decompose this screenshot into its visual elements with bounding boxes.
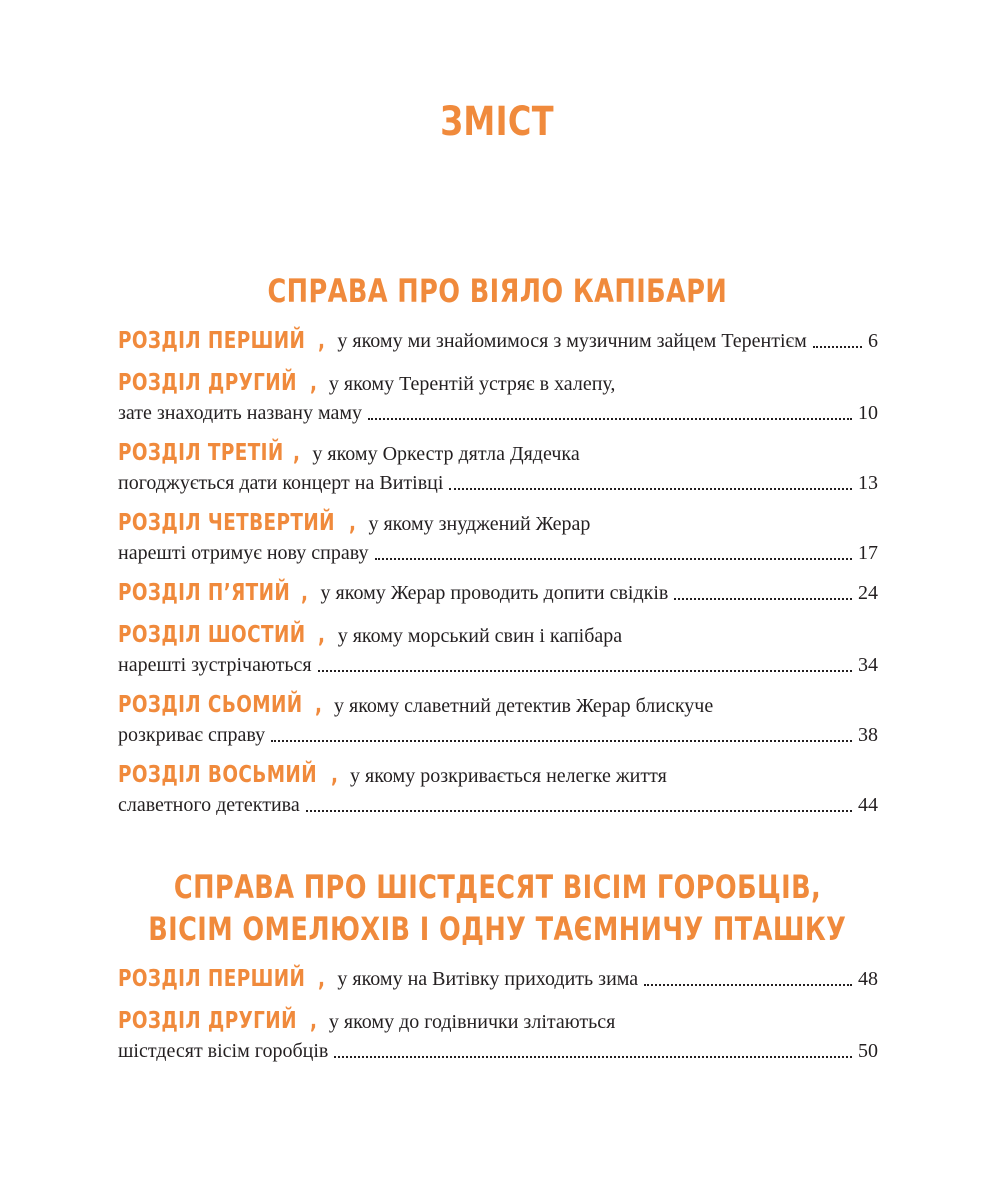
page-number: 34	[858, 654, 878, 676]
page-number: 6	[868, 330, 878, 352]
page-title: ЗМІСТ	[440, 99, 555, 145]
leader-dots	[368, 418, 852, 420]
entry-text: у якому Оркестр дятла Дядечка	[312, 443, 580, 465]
chapter-label: РОЗДІЛ ДРУГИЙ	[118, 1008, 297, 1034]
entry-text-cont: нарешті отримує нову справу	[118, 542, 369, 564]
leader-dots	[449, 488, 852, 490]
toc-entry[interactable]: РОЗДІЛ ДРУГИЙ , у якому Терентій устряє в халепу, зате знаходить названу маму 10	[118, 370, 878, 424]
page-number: 50	[858, 1040, 878, 1062]
toc-entry[interactable]: РОЗДІЛ ПЕРШИЙ , у якому ми знайомимося з музичним зайцем Терентієм 6	[118, 328, 878, 354]
entry-text: у якому на Витівку приходить зима	[337, 968, 639, 990]
page-number: 44	[858, 794, 878, 816]
entry-text: у якому морський свин і капібара	[337, 625, 623, 647]
entry-text: у якому ми знайомимося з музичним зайцем Терентієм	[337, 330, 807, 352]
page-number: 24	[858, 582, 878, 604]
entry-text: у якому розкривається нелегке життя	[350, 765, 667, 787]
toc-entry[interactable]: РОЗДІЛ ПЕРШИЙ , у якому на Витівку приходить зима 48	[118, 966, 878, 992]
section-1-heading: СПРАВА ПРО ВІЯЛО КАПІБАРИ	[267, 272, 728, 310]
chapter-label: РОЗДІЛ ДРУГИЙ	[118, 370, 297, 396]
entry-text-cont: розкриває справу	[118, 724, 266, 746]
leader-dots	[674, 598, 852, 600]
toc-entry[interactable]: РОЗДІЛ ВОСЬМИЙ , у якому розкривається нелегке життя славетного детектива 44	[118, 762, 878, 816]
entry-text: у якому славетний детектив Жерар блискуче	[334, 695, 714, 717]
chapter-label: РОЗДІЛ ШОСТИЙ	[118, 622, 306, 648]
section-2-heading: СПРАВА ПРО ШІСТДЕСЯТ ВІСІМ ГОРОБЦІВ, ВІСІМ ОМЕЛЮХІВ І ОДНУ ТАЄМНИЧУ ПТАШКУ	[148, 868, 847, 948]
page-number: 48	[858, 968, 878, 990]
leader-dots	[306, 810, 852, 812]
entry-text-cont: зате знаходить названу маму	[118, 402, 363, 424]
leader-dots	[334, 1056, 852, 1058]
entry-text: у якому Терентій устряє в халепу,	[328, 373, 616, 395]
entry-text-cont: шістдесят вісім горобців	[118, 1040, 329, 1062]
leader-dots	[318, 670, 852, 672]
leader-dots	[271, 740, 852, 742]
toc-entry[interactable]: РОЗДІЛ ДРУГИЙ , у якому до годівнички злітаються шістдесят вісім горобців 50	[118, 1008, 878, 1062]
chapter-label: РОЗДІЛ ПЕРШИЙ	[118, 966, 306, 992]
entry-text: у якому Жерар проводить допити свідків	[320, 582, 669, 604]
chapter-label: РОЗДІЛ ТРЕТІЙ	[118, 440, 284, 466]
chapter-label: РОЗДІЛ ВОСЬМИЙ	[118, 762, 318, 788]
page-number: 13	[858, 472, 878, 494]
toc-entry[interactable]: РОЗДІЛ СЬОМИЙ , у якому славетний детектив Жерар блискуче розкриває справу 38	[118, 692, 878, 746]
toc-entry[interactable]: РОЗДІЛ ТРЕТІЙ , у якому Оркестр дятла Дядечка погоджується дати концерт на Витівці 13	[118, 440, 878, 494]
chapter-label: РОЗДІЛ ЧЕТВЕРТИЙ	[118, 510, 335, 536]
entry-text-cont: погоджується дати концерт на Витівці	[118, 472, 444, 494]
entry-text-cont: славетного детектива	[118, 794, 300, 816]
page-number: 38	[858, 724, 878, 746]
leader-dots	[375, 558, 853, 560]
leader-dots	[644, 984, 852, 986]
toc-entry[interactable]: РОЗДІЛ П’ЯТИЙ , у якому Жерар проводить допити свідків 24	[118, 580, 878, 606]
page-number: 10	[858, 402, 878, 424]
page-number: 17	[858, 542, 878, 564]
chapter-label: РОЗДІЛ СЬОМИЙ	[118, 692, 303, 718]
chapter-label: РОЗДІЛ П’ЯТИЙ	[118, 580, 291, 606]
chapter-label: РОЗДІЛ ПЕРШИЙ	[118, 328, 306, 354]
toc-entry[interactable]: РОЗДІЛ ЧЕТВЕРТИЙ , у якому знуджений Жерар нарешті отримує нову справу 17	[118, 510, 878, 564]
leader-dots	[813, 346, 862, 348]
entry-text: у якому до годівнички злітаються	[328, 1011, 616, 1033]
entry-text: у якому знуджений Жерар	[368, 513, 591, 535]
toc-entry[interactable]: РОЗДІЛ ШОСТИЙ , у якому морський свин і капібара нарешті зустрічаються 34	[118, 622, 878, 676]
entry-text-cont: нарешті зустрічаються	[118, 654, 312, 676]
